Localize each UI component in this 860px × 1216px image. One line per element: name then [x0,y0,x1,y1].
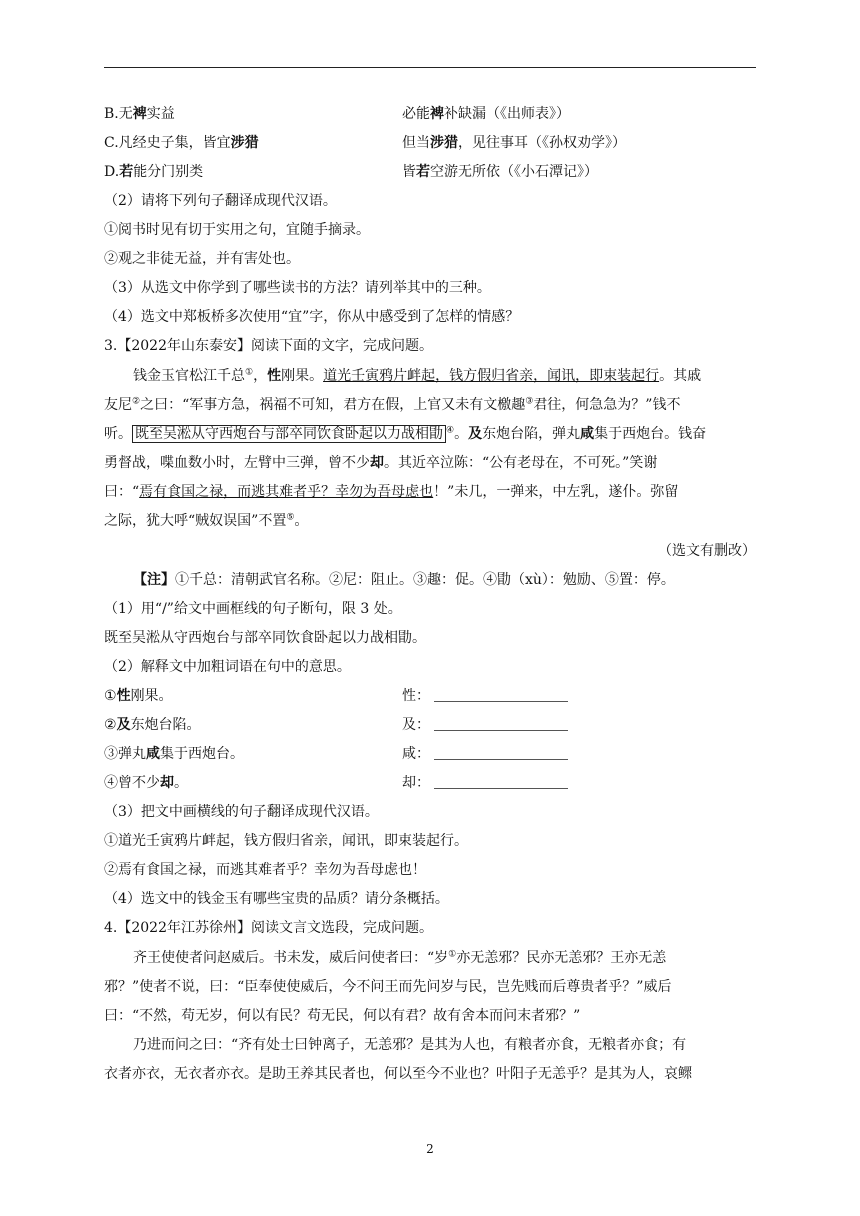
source-note: （选文有删改） [658,543,756,559]
word-answer-4[interactable]: 却： [402,773,568,793]
option-d: D.若能分门别类 [104,164,204,180]
option-c: C.凡经史子集，皆宜涉猎 [104,135,259,151]
s3-question-2: （2）解释文中加粗词语在句中的意思。 [104,659,351,675]
answer-blank [434,774,568,789]
passage-line-3: 听。 既至吴淞从守西炮台与部卒同饮食卧起以力战相勖 ④。及东炮台陷，弹丸咸集于西炮台。钱奋 [104,425,707,442]
passage-line-1: 钱金玉官松江千总①，性刚果。道光壬寅鸦片衅起，钱方假归省亲，闻讯，即束装起行。其戚 [133,367,702,384]
answer-blank [434,687,568,702]
s3-question-3a: ①道光壬寅鸦片衅起，钱方假归省亲，闻讯，即束装起行。 [104,833,468,849]
answer-blank [434,745,568,760]
option-b-compare: 必能裨补缺漏（《出师表》） [402,106,570,122]
passage-line-6: 之际，犹大呼“贼奴误国”不置⑤。 [104,512,309,529]
passage4-line-5: 衣者亦衣，无衣者亦衣。是助王养其民者也，何以至今不业也？叶阳子无恙乎？是其为人，哀鳏 [104,1066,692,1082]
word-item-4: ④曾不少却。 [104,775,188,791]
section-3-title: 3.【2022年山东泰安】阅读下面的文字，完成问题。 [104,338,433,354]
answer-blank [434,716,568,731]
passage4-line-1: 齐王使使者问赵威后。书未发，威后问使者曰：“岁①亦无恙邪？民亦无恙邪？王亦无恙 [133,949,667,966]
s3-question-1: （1）用“/”给文中画框线的句子断句，限 3 处。 [104,601,402,617]
s3-question-1-sentence: 既至吴淞从守西炮台与部卒同饮食卧起以力战相勖。 [104,630,426,646]
annotation: 【注】①千总：清朝武官名称。②尼：阻止。③趣：促。④勖（xù）：勉励、⑤置：停。 [133,572,675,588]
word-item-3: ③弹丸咸集于西炮台。 [104,746,244,762]
section-4-title: 4.【2022年江苏徐州】阅读文言文选段，完成问题。 [104,920,433,936]
s3-question-3: （3）把文中画横线的句子翻译成现代汉语。 [104,804,379,820]
header-rule [104,67,756,68]
passage4-line-3: 曰：“不然，苟无岁，何以有民？苟无民，何以有君？故有舍本而问末者邪？” [104,1008,581,1024]
passage-line-2: 友尼②之曰：“军事方急，祸福不可知，君方在假，上官又未有文檄趣③君往，何急急为？”钱不 [104,396,681,413]
passage-line-5: 曰：“焉有食国之禄，而逃其难者乎？幸勿为吾母虑也！”未几，一弹来，中左乳，遂仆。弥留 [104,484,679,500]
s3-question-3b: ②焉有食国之禄，而逃其难者乎？幸勿为吾母虑也！ [104,862,426,878]
boxed-sentence: 既至吴淞从守西炮台与部卒同饮食卧起以力战相勖 [132,425,446,443]
question-4: （4）选文中郑板桥多次使用“宜”字，你从中感受到了怎样的情感？ [104,309,520,325]
option-b: B.无裨实益 [104,106,175,122]
question-2b: ②观之非徒无益，并有害处也。 [104,251,300,267]
word-item-2: ②及东炮台陷。 [104,717,201,733]
word-answer-2[interactable]: 及： [402,715,568,735]
s3-question-4: （4）选文中的钱金玉有哪些宝贵的品质？请分条概括。 [104,891,449,907]
option-c-compare: 但当涉猎，见往事耳（《孙权劝学》） [402,135,626,151]
page-number: 2 [426,1142,434,1156]
word-answer-1[interactable]: 性： [402,686,568,706]
passage4-line-4: 乃进而问之曰：“齐有处士曰钟离子，无恙邪？是其为人也，有粮者亦食，无粮者亦食；有 [133,1037,687,1053]
option-d-compare: 皆若空游无所依（《小石潭记》） [402,164,598,180]
word-item-1: ①性刚果。 [104,688,173,704]
question-2a: ①阅书时见有切于实用之句，宜随手摘录。 [104,222,370,238]
question-2: （2）请将下列句子翻译成现代汉语。 [104,193,337,209]
passage4-line-2: 邪？”使者不说，曰：“臣奉使使威后，今不问王而先问岁与民，岂先贱而后尊贵者乎？”威后 [104,979,672,995]
passage-line-4: 勇督战，喋血数小时，左臂中三弹，曾不少却。其近卒泣陈：“公有老母在，不可死。”笑谢 [104,455,658,471]
word-answer-3[interactable]: 咸： [402,744,568,764]
question-3: （3）从选文中你学到了哪些读书的方法？请列举其中的三种。 [104,280,491,296]
